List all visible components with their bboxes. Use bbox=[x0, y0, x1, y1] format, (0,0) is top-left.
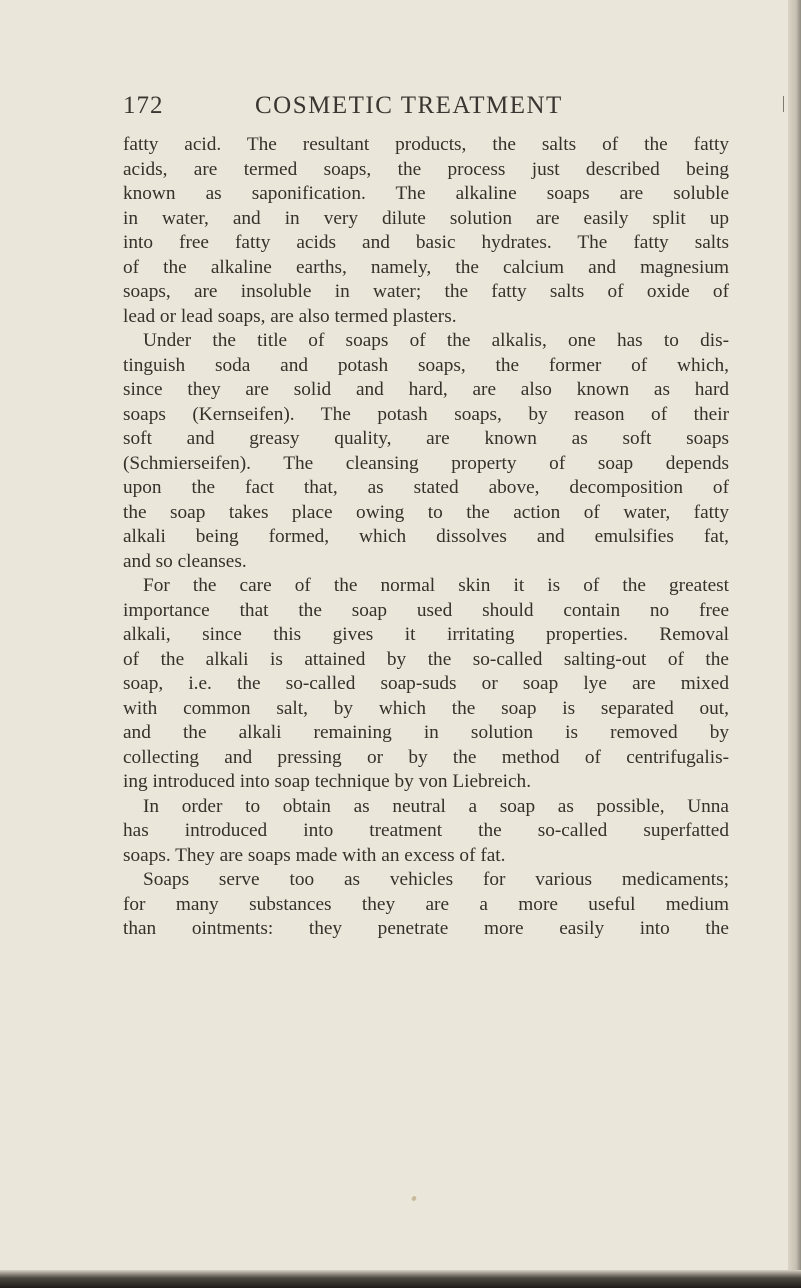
text-line: collecting and pressing or by the method of centrifugalis- bbox=[123, 746, 729, 768]
text-line: soaps (Kernseifen). The potash soaps, by reason of their bbox=[123, 403, 729, 425]
text-line: For the care of the normal skin it is of the greatest bbox=[143, 575, 729, 596]
text-line: importance that the soap used should contain no free bbox=[123, 599, 729, 621]
text-line: than ointments: they penetrate more easily into the bbox=[123, 918, 729, 939]
text-line: soap, i.e. the so-called soap-suds or soap lye are mixed bbox=[123, 673, 729, 694]
text-line: soft and greasy quality, are known as soft soaps bbox=[123, 428, 729, 449]
text-line: known as saponification. The alkaline soaps are soluble bbox=[123, 183, 729, 204]
text-line: and the alkali remaining in solution is removed by bbox=[123, 722, 729, 743]
text-line: of the alkali is attained by the so-called salting-out of the bbox=[123, 648, 729, 670]
running-head: COSMETIC TREATMENT bbox=[255, 92, 563, 119]
text-line: soaps, are insoluble in water; the fatty salts of oxide of bbox=[123, 281, 729, 302]
page-edge-right bbox=[788, 0, 801, 1288]
text-line: Under the title of soaps of the alkalis, one has to dis- bbox=[143, 330, 729, 351]
text-line: (Schmierseifen). The cleansing property of soap depends bbox=[123, 452, 729, 474]
text-line: alkali being formed, which dissolves and emulsifies fat, bbox=[123, 526, 729, 547]
text-line: the soap takes place owing to the action of water, fatty bbox=[123, 501, 729, 523]
text-line: ing introduced into soap technique by von Liebreich. bbox=[123, 771, 532, 792]
text-line: of the alkaline earths, namely, the calcium and magnesium bbox=[123, 256, 729, 278]
page-header bbox=[123, 92, 703, 132]
text-line: alkali, since this gives it irritating properties. Removal bbox=[123, 624, 729, 645]
text-line: acids, are termed soaps, the process just described being bbox=[123, 158, 729, 180]
margin-mark bbox=[783, 96, 784, 112]
text-line: upon the fact that, as stated above, decomposition of bbox=[123, 477, 729, 498]
body-text bbox=[123, 133, 729, 942]
text-line: and so cleanses. bbox=[123, 550, 247, 572]
text-line: lead or lead soaps, are also termed plasters. bbox=[123, 305, 457, 327]
text-line: tinguish soda and potash soaps, the former of which, bbox=[123, 354, 729, 376]
text-line: fatty acid. The resultant products, the salts of the fatty bbox=[123, 134, 729, 155]
text-line: with common salt, by which the soap is separated out, bbox=[123, 697, 729, 719]
text-line: into free fatty acids and basic hydrates. The fatty salts bbox=[123, 232, 729, 253]
text-line: for many substances they are a more useful medium bbox=[123, 893, 729, 915]
text-line: in water, and in very dilute solution are easily split up bbox=[123, 207, 729, 229]
text-line: Soaps serve too as vehicles for various medicaments; bbox=[143, 869, 729, 890]
text-line: In order to obtain as neutral a soap as possible, Unna bbox=[143, 795, 729, 817]
text-line: has introduced into treatment the so-called superfatted bbox=[123, 820, 729, 841]
text-line: soaps. They are soaps made with an excess of fat. bbox=[123, 844, 506, 866]
text-line: since they are solid and hard, are also known as hard bbox=[123, 379, 729, 400]
paper-speck bbox=[411, 1195, 417, 1201]
page-edge-bottom bbox=[0, 1270, 801, 1288]
page-number: 172 bbox=[123, 92, 164, 119]
